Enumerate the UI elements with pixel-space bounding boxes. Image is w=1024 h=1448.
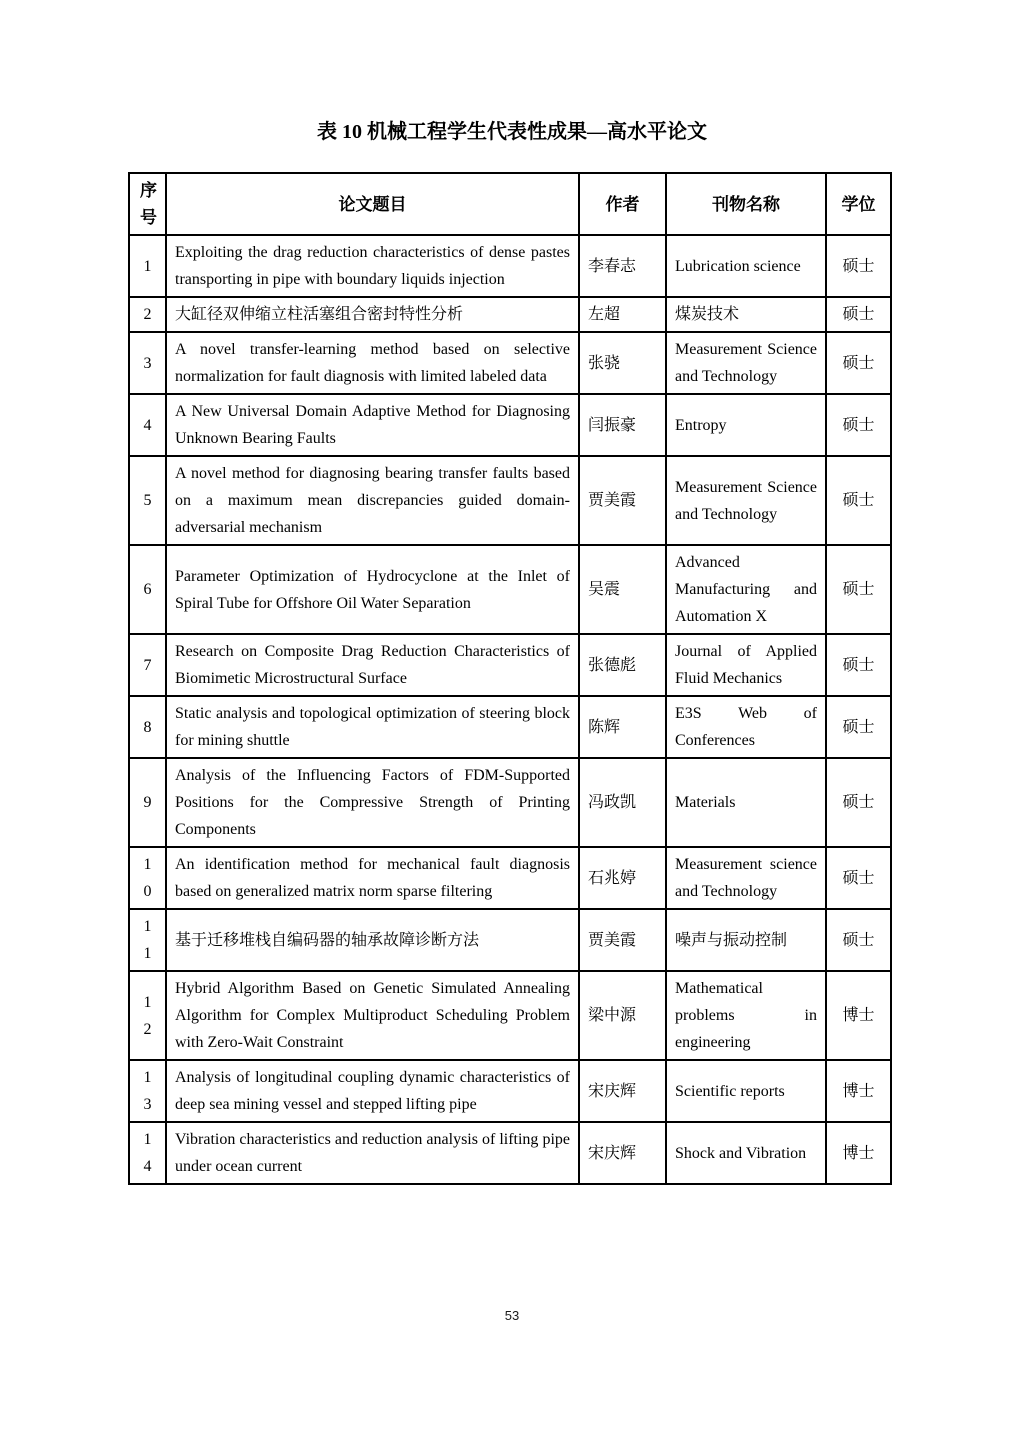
- journal-cell: Measurement Science and Technology: [666, 332, 826, 394]
- journal-cell: Mathematical problems in engineering: [666, 971, 826, 1060]
- table-header: [129, 173, 891, 235]
- header-cell-degree: 学位: [826, 173, 891, 235]
- author-cell: 陈辉: [579, 696, 666, 758]
- degree-cell: 硕士: [826, 847, 891, 909]
- table-row: [129, 758, 891, 847]
- row-index-cell: 14: [129, 1122, 166, 1184]
- author-cell: 石兆婷: [579, 847, 666, 909]
- degree-cell: 硕士: [826, 332, 891, 394]
- author-cell: 张德彪: [579, 634, 666, 696]
- header-cell-journal: 刊物名称: [666, 173, 826, 235]
- degree-cell: 硕士: [826, 394, 891, 456]
- degree-cell: 博士: [826, 971, 891, 1060]
- journal-cell: 噪声与振动控制: [666, 909, 826, 971]
- row-index-cell: 1: [129, 235, 166, 297]
- author-cell: 吴震: [579, 545, 666, 634]
- row-index-cell: 2: [129, 297, 166, 332]
- journal-cell: Materials: [666, 758, 826, 847]
- table-row: [129, 1060, 891, 1122]
- degree-cell: 硕士: [826, 545, 891, 634]
- journal-cell: Measurement Science and Technology: [666, 456, 826, 545]
- row-index-cell: 7: [129, 634, 166, 696]
- header-cell-title: 论文题目: [166, 173, 579, 235]
- paper-title-cell: Exploiting the drag reduction characteristics of dense pastes transporting in pipe with boundary liquids injection: [166, 235, 579, 297]
- degree-cell: 硕士: [826, 297, 891, 332]
- table-row: [129, 297, 891, 332]
- paper-title-cell: Hybrid Algorithm Based on Genetic Simulated Annealing Algorithm for Complex Multiproduct Scheduling Problem with Zero-Wait Constraint: [166, 971, 579, 1060]
- document-title: 表 10 机械工程学生代表性成果—高水平论文: [317, 121, 707, 143]
- paper-title-cell: An identification method for mechanical fault diagnosis based on generalized matrix norm sparse filtering: [166, 847, 579, 909]
- table-row: [129, 696, 891, 758]
- paper-title-cell: Research on Composite Drag Reduction Characteristics of Biomimetic Microstructural Surface: [166, 634, 579, 696]
- paper-title-cell: Analysis of the Influencing Factors of FDM-Supported Positions for the Compressive Strength of Printing Components: [166, 758, 579, 847]
- author-cell: 张骁: [579, 332, 666, 394]
- journal-cell: Journal of Applied Fluid Mechanics: [666, 634, 826, 696]
- header-row: [129, 173, 891, 235]
- author-cell: 左超: [579, 297, 666, 332]
- author-cell: 贾美霞: [579, 456, 666, 545]
- author-cell: 闫振豪: [579, 394, 666, 456]
- degree-cell: 硕士: [826, 909, 891, 971]
- journal-cell: Shock and Vibration: [666, 1122, 826, 1184]
- author-cell: 宋庆辉: [579, 1060, 666, 1122]
- journal-cell: Entropy: [666, 394, 826, 456]
- table-row: [129, 394, 891, 456]
- paper-title-cell: Vibration characteristics and reduction analysis of lifting pipe under ocean current: [166, 1122, 579, 1184]
- table-row: [129, 1122, 891, 1184]
- author-cell: 宋庆辉: [579, 1122, 666, 1184]
- degree-cell: 硕士: [826, 696, 891, 758]
- row-index-cell: 13: [129, 1060, 166, 1122]
- table-row: [129, 634, 891, 696]
- degree-cell: 硕士: [826, 758, 891, 847]
- journal-cell: Advanced Manufacturing and Automation X: [666, 545, 826, 634]
- journal-cell: 煤炭技术: [666, 297, 826, 332]
- table-row: [129, 909, 891, 971]
- paper-title-cell: Analysis of longitudinal coupling dynamic characteristics of deep sea mining vessel and stepped lifting pipe: [166, 1060, 579, 1122]
- paper-title-cell: Static analysis and topological optimization of steering block for mining shuttle: [166, 696, 579, 758]
- journal-cell: Lubrication science: [666, 235, 826, 297]
- row-index-cell: 11: [129, 909, 166, 971]
- row-index-cell: 9: [129, 758, 166, 847]
- degree-cell: 博士: [826, 1060, 891, 1122]
- table-row: [129, 545, 891, 634]
- paper-title-cell: A New Universal Domain Adaptive Method for Diagnosing Unknown Bearing Faults: [166, 394, 579, 456]
- paper-title-cell: A novel transfer-learning method based on selective normalization for fault diagnosis with limited labeled data: [166, 332, 579, 394]
- table-row: [129, 847, 891, 909]
- paper-title-cell: A novel method for diagnosing bearing transfer faults based on a maximum mean discrepancies guided domain-adversarial mechanism: [166, 456, 579, 545]
- row-index-cell: 12: [129, 971, 166, 1060]
- table-row: [129, 332, 891, 394]
- papers-table-body: [129, 235, 891, 1184]
- journal-cell: E3S Web of Conferences: [666, 696, 826, 758]
- journal-cell: Measurement science and Technology: [666, 847, 826, 909]
- header-cell-index: 序号: [129, 173, 166, 235]
- degree-cell: 硕士: [826, 235, 891, 297]
- row-index-cell: 5: [129, 456, 166, 545]
- degree-cell: 硕士: [826, 456, 891, 545]
- table-row: [129, 971, 891, 1060]
- row-index-cell: 6: [129, 545, 166, 634]
- row-index-cell: 10: [129, 847, 166, 909]
- paper-title-cell: 大缸径双伸缩立柱活塞组合密封特性分析: [166, 297, 579, 332]
- author-cell: 梁中源: [579, 971, 666, 1060]
- header-cell-author: 作者: [579, 173, 666, 235]
- table-row: [129, 235, 891, 297]
- page-number: 53: [504, 1308, 520, 1323]
- papers-table: [128, 172, 892, 1185]
- paper-title-cell: Parameter Optimization of Hydrocyclone at the Inlet of Spiral Tube for Offshore Oil Water Separation: [166, 545, 579, 634]
- row-index-cell: 3: [129, 332, 166, 394]
- row-index-cell: 8: [129, 696, 166, 758]
- author-cell: 李春志: [579, 235, 666, 297]
- degree-cell: 硕士: [826, 634, 891, 696]
- paper-title-cell: 基于迁移堆栈自编码器的轴承故障诊断方法: [166, 909, 579, 971]
- row-index-cell: 4: [129, 394, 166, 456]
- author-cell: 贾美霞: [579, 909, 666, 971]
- degree-cell: 博士: [826, 1122, 891, 1184]
- table-row: [129, 456, 891, 545]
- author-cell: 冯政凯: [579, 758, 666, 847]
- journal-cell: Scientific reports: [666, 1060, 826, 1122]
